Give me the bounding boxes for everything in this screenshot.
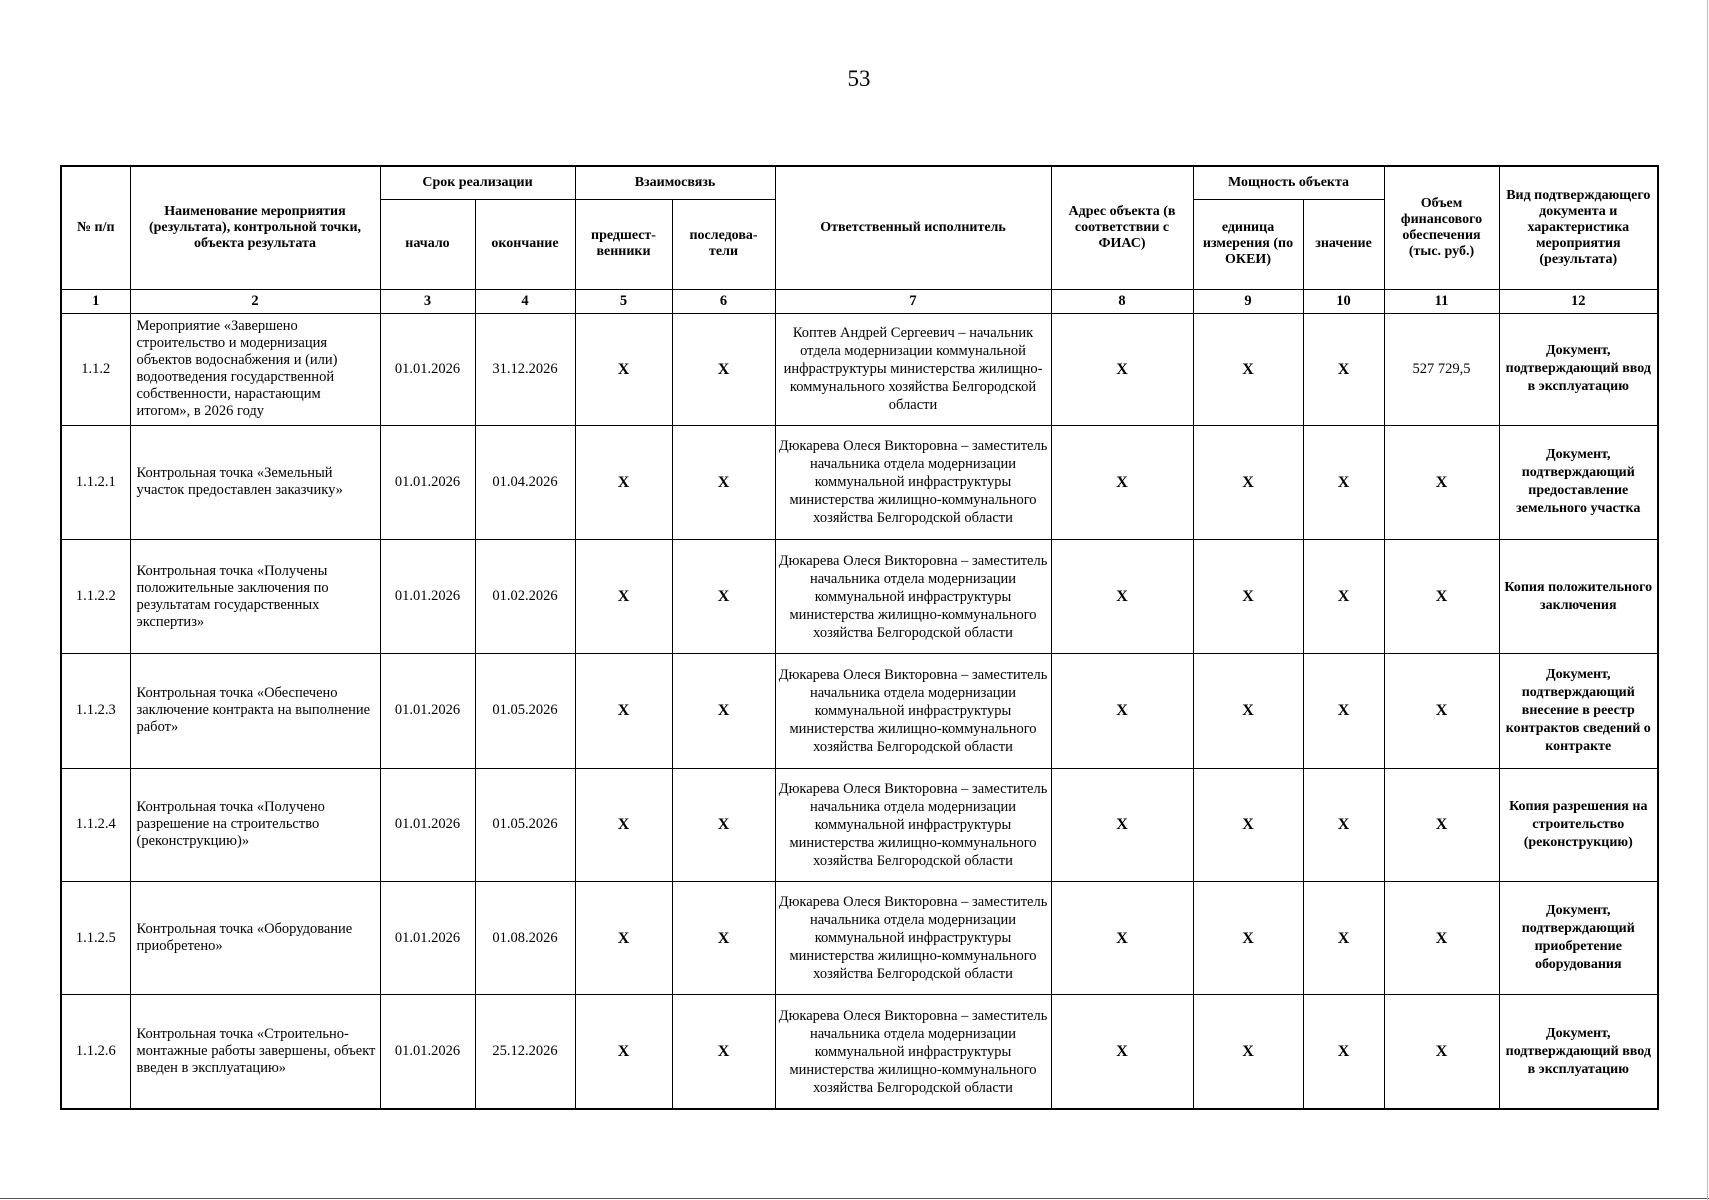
header-link-group: Взаимосвязь: [575, 166, 775, 199]
row-end-date: 01.05.2026: [475, 654, 575, 768]
row-value: X: [1303, 768, 1384, 881]
row-unit: X: [1193, 881, 1303, 994]
row-start-date: 01.01.2026: [380, 768, 475, 881]
header-responsible: Ответственный исполнитель: [775, 166, 1051, 289]
header-number: № п/п: [61, 166, 130, 289]
column-number: 9: [1193, 289, 1303, 313]
row-finance: X: [1384, 425, 1499, 539]
row-successors: X: [672, 313, 775, 425]
row-predecessors: X: [575, 881, 672, 994]
row-address: X: [1051, 995, 1193, 1109]
row-responsible: Дюкарева Олеся Викторовна – заместитель начальника отдела модернизации коммунальной инфраструктуры министерства жилищно-коммунального хозяйства Белгородской области: [775, 768, 1051, 881]
row-unit: X: [1193, 313, 1303, 425]
column-number: 4: [475, 289, 575, 313]
implementation-plan-table: [60, 165, 1659, 1110]
row-finance: X: [1384, 654, 1499, 768]
row-address: X: [1051, 654, 1193, 768]
row-address: X: [1051, 881, 1193, 994]
row-start-date: 01.01.2026: [380, 540, 475, 654]
row-address: X: [1051, 540, 1193, 654]
column-number: 11: [1384, 289, 1499, 313]
header-term-group: Срок реализации: [380, 166, 575, 199]
row-number: 1.1.2.1: [61, 425, 130, 539]
row-responsible: Дюкарева Олеся Викторовна – заместитель начальника отдела модернизации коммунальной инфраструктуры министерства жилищно-коммунального хозяйства Белгородской области: [775, 654, 1051, 768]
column-number: 7: [775, 289, 1051, 313]
row-unit: X: [1193, 768, 1303, 881]
row-responsible: Дюкарева Олеся Викторовна – заместитель начальника отдела модернизации коммунальной инфраструктуры министерства жилищно-коммунального хозяйства Белгородской области: [775, 995, 1051, 1109]
column-number: 1: [61, 289, 130, 313]
column-number-row: [61, 289, 1658, 313]
table-row: [61, 540, 1658, 654]
row-successors: X: [672, 881, 775, 994]
row-address: X: [1051, 313, 1193, 425]
table-row: [61, 881, 1658, 994]
row-successors: X: [672, 654, 775, 768]
row-name: Контрольная точка «Оборудование приобретено»: [130, 881, 380, 994]
row-value: X: [1303, 881, 1384, 994]
table-row: [61, 995, 1658, 1109]
row-document: Копия положительного заключения: [1499, 540, 1658, 654]
table-row: [61, 768, 1658, 881]
row-end-date: 25.12.2026: [475, 995, 575, 1109]
scan-edge-right: [1707, 0, 1708, 1200]
row-successors: X: [672, 995, 775, 1109]
table-row: [61, 313, 1658, 425]
row-unit: X: [1193, 540, 1303, 654]
row-predecessors: X: [575, 425, 672, 539]
row-end-date: 01.04.2026: [475, 425, 575, 539]
row-address: X: [1051, 768, 1193, 881]
row-finance: X: [1384, 995, 1499, 1109]
column-number: 3: [380, 289, 475, 313]
row-document: Копия разрешения на строительство (реконструкцию): [1499, 768, 1658, 881]
scan-edge-bottom: [0, 1198, 1709, 1199]
row-end-date: 01.08.2026: [475, 881, 575, 994]
header-value: значение: [1303, 199, 1384, 289]
column-number: 10: [1303, 289, 1384, 313]
column-number: 5: [575, 289, 672, 313]
row-end-date: 31.12.2026: [475, 313, 575, 425]
row-responsible: Коптев Андрей Сергеевич – начальник отдела модернизации коммунальной инфраструктуры министерства жилищно-коммунального хозяйства Белгородской области: [775, 313, 1051, 425]
row-name: Контрольная точка «Получено разрешение на строительство (реконструкцию)»: [130, 768, 380, 881]
row-predecessors: X: [575, 995, 672, 1109]
header-start: начало: [380, 199, 475, 289]
row-number: 1.1.2.5: [61, 881, 130, 994]
row-unit: X: [1193, 654, 1303, 768]
row-end-date: 01.02.2026: [475, 540, 575, 654]
row-document: Документ, подтверждающий приобретение оборудования: [1499, 881, 1658, 994]
row-predecessors: X: [575, 540, 672, 654]
row-number: 1.1.2: [61, 313, 130, 425]
row-start-date: 01.01.2026: [380, 313, 475, 425]
row-value: X: [1303, 425, 1384, 539]
row-predecessors: X: [575, 654, 672, 768]
row-finance: 527 729,5: [1384, 313, 1499, 425]
row-value: X: [1303, 313, 1384, 425]
table-row: [61, 425, 1658, 539]
column-number: 8: [1051, 289, 1193, 313]
row-number: 1.1.2.6: [61, 995, 130, 1109]
header-successors: последова-тели: [672, 199, 775, 289]
row-responsible: Дюкарева Олеся Викторовна – заместитель начальника отдела модернизации коммунальной инфраструктуры министерства жилищно-коммунального хозяйства Белгородской области: [775, 881, 1051, 994]
row-address: X: [1051, 425, 1193, 539]
column-number: 2: [130, 289, 380, 313]
header-capacity-group: Мощность объекта: [1193, 166, 1384, 199]
row-successors: X: [672, 768, 775, 881]
row-start-date: 01.01.2026: [380, 654, 475, 768]
row-unit: X: [1193, 425, 1303, 539]
row-document: Документ, подтверждающий внесение в реестр контрактов сведений о контракте: [1499, 654, 1658, 768]
row-end-date: 01.05.2026: [475, 768, 575, 881]
row-name: Контрольная точка «Обеспечено заключение контракта на выполнение работ»: [130, 654, 380, 768]
row-number: 1.1.2.2: [61, 540, 130, 654]
row-document: Документ, подтверждающий ввод в эксплуатацию: [1499, 313, 1658, 425]
row-start-date: 01.01.2026: [380, 881, 475, 994]
column-number: 12: [1499, 289, 1658, 313]
header-unit: единица измерения (по ОКЕИ): [1193, 199, 1303, 289]
header-predecessors: предшест-венники: [575, 199, 672, 289]
row-name: Контрольная точка «Получены положительные заключения по результатам государственных экспертиз»: [130, 540, 380, 654]
row-finance: X: [1384, 540, 1499, 654]
table-row: [61, 654, 1658, 768]
row-finance: X: [1384, 768, 1499, 881]
row-number: 1.1.2.4: [61, 768, 130, 881]
row-value: X: [1303, 654, 1384, 768]
row-successors: X: [672, 540, 775, 654]
row-name: Контрольная точка «Строительно-монтажные работы завершены, объект введен в эксплуатацию»: [130, 995, 380, 1109]
row-start-date: 01.01.2026: [380, 995, 475, 1109]
row-predecessors: X: [575, 313, 672, 425]
row-successors: X: [672, 425, 775, 539]
header-address: Адрес объекта (в соответствии с ФИАС): [1051, 166, 1193, 289]
row-responsible: Дюкарева Олеся Викторовна – заместитель начальника отдела модернизации коммунальной инфраструктуры министерства жилищно-коммунального хозяйства Белгородской области: [775, 425, 1051, 539]
page-number: 53: [847, 66, 871, 91]
row-finance: X: [1384, 881, 1499, 994]
row-number: 1.1.2.3: [61, 654, 130, 768]
row-start-date: 01.01.2026: [380, 425, 475, 539]
row-responsible: Дюкарева Олеся Викторовна – заместитель начальника отдела модернизации коммунальной инфраструктуры министерства жилищно-коммунального хозяйства Белгородской области: [775, 540, 1051, 654]
column-number: 6: [672, 289, 775, 313]
row-document: Документ, подтверждающий предоставление земельного участка: [1499, 425, 1658, 539]
header-name: Наименование мероприятия (результата), контрольной точки, объекта результата: [130, 166, 380, 289]
header-document: Вид подтверждающего документа и характеристика мероприятия (результата): [1499, 166, 1658, 289]
row-name: Контрольная точка «Земельный участок предоставлен заказчику»: [130, 425, 380, 539]
row-unit: X: [1193, 995, 1303, 1109]
row-name: Мероприятие «Завершено строительство и модернизация объектов водоснабжения и (или) водоотведения государственной собственности, нарастающим итогом», в 2026 году: [130, 313, 380, 425]
row-value: X: [1303, 995, 1384, 1109]
row-value: X: [1303, 540, 1384, 654]
header-finance: Объем финансового обеспечения (тыс. руб.): [1384, 166, 1499, 289]
header-end: окончание: [475, 199, 575, 289]
row-document: Документ, подтверждающий ввод в эксплуатацию: [1499, 995, 1658, 1109]
row-predecessors: X: [575, 768, 672, 881]
